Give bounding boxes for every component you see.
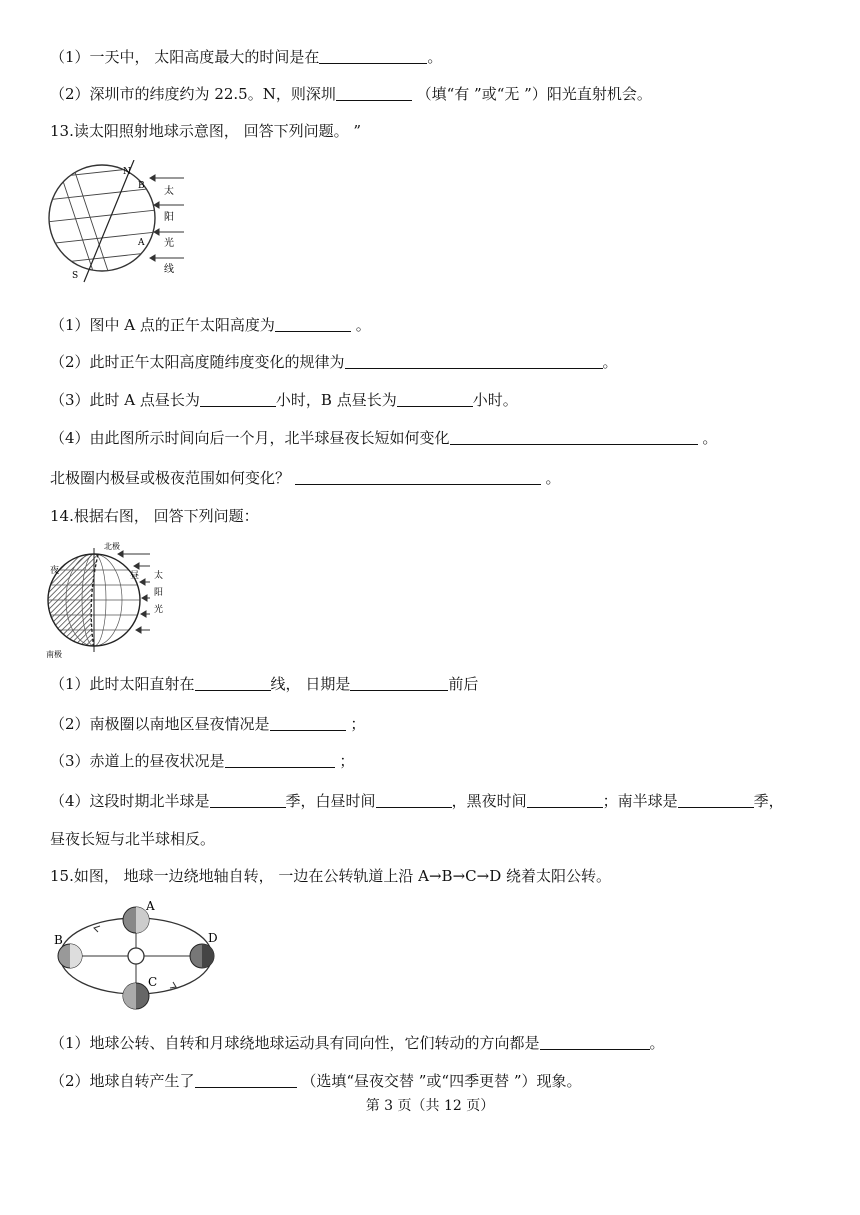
sun-char-4: 线 xyxy=(164,264,174,275)
label-b: B xyxy=(54,933,63,947)
sun-char-2: 阳 xyxy=(164,212,174,223)
answer-blank[interactable] xyxy=(225,752,335,768)
label-a: A xyxy=(146,899,155,913)
answer-blank[interactable] xyxy=(195,1072,297,1088)
q13-sub1: （1）图中 A 点的正午太阳高度为 。 xyxy=(50,316,371,334)
q12-sub2: （2）深圳市的纬度约为 22.5。N，则深圳 （填“有 ”或“无 ”）阳光直射机会。 xyxy=(50,85,652,103)
orbit-arrow xyxy=(170,982,176,988)
sun-char-3: 光 xyxy=(154,605,164,615)
q14-sub4-cont: 昼夜长短与北半球相反。 xyxy=(50,830,216,848)
answer-blank[interactable] xyxy=(200,391,276,407)
label-north-pole: 北极 xyxy=(104,542,120,551)
answer-blank[interactable] xyxy=(376,792,452,808)
day-night-globe-figure xyxy=(44,540,184,660)
q13-sub5: 北极圈内极昼或极夜范围如何变化？ 。 xyxy=(50,469,561,487)
answer-blank[interactable] xyxy=(270,715,346,731)
answer-blank[interactable] xyxy=(319,48,427,64)
answer-blank[interactable] xyxy=(350,675,448,691)
q12-sub1: （1）一天中， 太阳高度最大的时间是在 。 xyxy=(50,48,443,66)
orbit-arrow xyxy=(94,926,100,932)
label-night: 夜 xyxy=(50,566,60,576)
earth-c xyxy=(123,983,149,1009)
q15-sub1: （1）地球公转、自转和月球绕地球运动具有同向性，它们转动的方向都是 。 xyxy=(50,1034,665,1052)
label-s: S xyxy=(72,271,79,281)
answer-blank[interactable] xyxy=(295,469,541,485)
q14-sub1: （1）此时太阳直射在 线， 日期是 前后 xyxy=(50,675,479,693)
label-a: A xyxy=(138,238,145,248)
answer-blank[interactable] xyxy=(678,792,754,808)
page-footer: 第 3 页（共 12 页） xyxy=(365,1098,495,1114)
q14-sub3: （3）赤道上的昼夜状况是 ； xyxy=(50,752,355,770)
sun-char-1: 太 xyxy=(154,571,164,581)
earth-b xyxy=(58,944,82,968)
sun-char-3: 光 xyxy=(164,238,174,249)
answer-blank[interactable] xyxy=(275,316,351,332)
q12-sub1-text: （1）一天中， 太阳高度最大的时间是在 xyxy=(50,48,320,66)
label-day: 昼 xyxy=(130,571,140,581)
label-b: B xyxy=(138,181,145,191)
q13-title: 13.读太阳照射地球示意图， 回答下列问题。 ” xyxy=(50,122,362,140)
label-south-pole: 南极 xyxy=(46,650,62,659)
answer-blank[interactable] xyxy=(195,675,271,691)
q12-sub2-text: （2）深圳市的纬度约为 22.5。N，则深圳 xyxy=(50,85,336,103)
q13-sub3: （3）此时 A 点昼长为 小时，B 点昼长为 小时。 xyxy=(50,391,518,409)
answer-blank[interactable] xyxy=(397,391,473,407)
q15-sub2: （2）地球自转产生了 （选填“昼夜交替 ”或“四季更替 ”）现象。 xyxy=(50,1072,582,1090)
q14-sub4: （4）这段时期北半球是 季，白昼时间 ，黑夜时间 ；南半球是 季， xyxy=(50,792,784,810)
answer-blank[interactable] xyxy=(540,1034,650,1050)
label-d: D xyxy=(208,931,218,945)
earth-d xyxy=(190,944,214,968)
answer-blank[interactable] xyxy=(336,85,412,101)
answer-blank[interactable] xyxy=(210,792,286,808)
q13-sub2: （2）此时正午太阳高度随纬度变化的规律为 。 xyxy=(50,353,618,371)
q14-title: 14.根据右图， 回答下列问题： xyxy=(50,507,259,525)
sun xyxy=(128,948,144,964)
q15-title: 15.如图， 地球一边绕地轴自转， 一边在公转轨道上沿 A→B→C→D 绕着太阳公转。 xyxy=(50,867,611,885)
earth-orbit-figure xyxy=(48,896,238,1016)
sunlight-earth-figure xyxy=(46,160,196,285)
answer-blank[interactable] xyxy=(450,429,698,445)
answer-blank[interactable] xyxy=(345,353,603,369)
q14-sub2: （2）南极圈以南地区昼夜情况是 ； xyxy=(50,715,366,733)
label-n: N xyxy=(123,167,131,177)
q13-sub4: （4）由此图所示时间向后一个月，北半球昼夜长短如何变化 。 xyxy=(50,429,718,447)
sun-char-2: 阳 xyxy=(154,588,164,598)
sun-char-1: 太 xyxy=(164,186,174,197)
label-c: C xyxy=(148,975,158,989)
answer-blank[interactable] xyxy=(527,792,603,808)
